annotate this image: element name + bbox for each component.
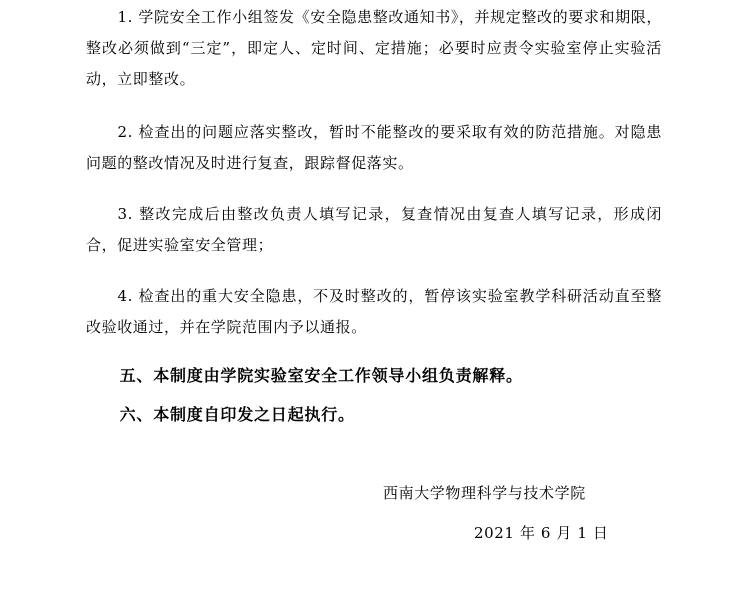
rectification-item-4: 4. 检查出的重大安全隐患，不及时整改的，暂停该实验室教学科研活动直至整改验收通过，并在学院范围内予以通报。	[86, 287, 662, 336]
clause-six-heading: 六、本制度自印发之日起执行。	[119, 405, 355, 424]
rectification-item-2: 2. 检查出的问题应落实整改，暂时不能整改的要采取有效的防范措施。对隐患问题的整改情况及时进行复查，跟踪督促落实。	[86, 123, 662, 172]
signature-organization: 西南大学物理科学与技术学院	[383, 484, 586, 502]
rectification-item-1: 1. 学院安全工作小组签发《安全隐患整改通知书》，并规定整改的要求和期限，整改必须做到“三定”，即定人、定时间、定措施；必要时应责令实验室停止实验活动，立即整改。	[86, 8, 662, 88]
clause-five-heading: 五、本制度由学院实验室安全工作领导小组负责解释。	[119, 366, 523, 385]
signature-date: 2021 年 6 月 1 日	[474, 524, 609, 542]
rectification-item-3: 3. 整改完成后由整改负责人填写记录，复查情况由复查人填写记录，形成闭合，促进实验室安全管理；	[86, 205, 662, 254]
